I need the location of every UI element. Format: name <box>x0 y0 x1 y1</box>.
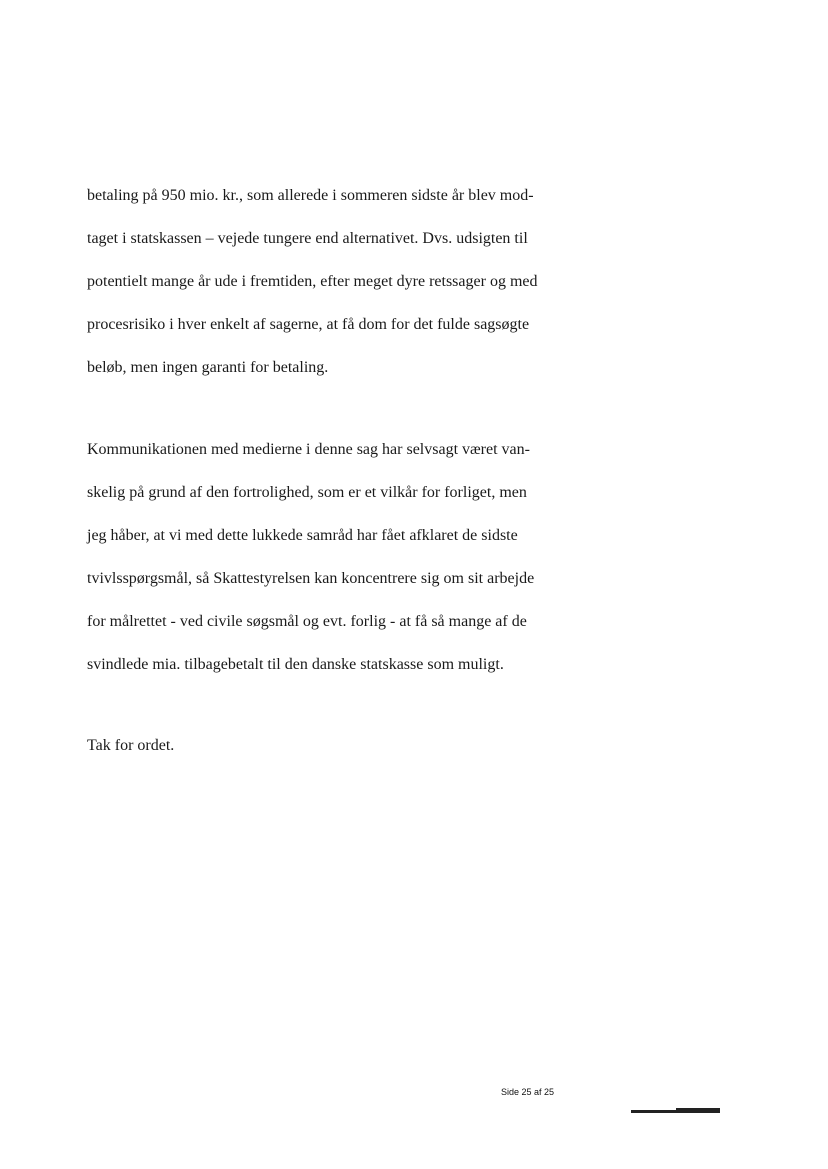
paragraph-settlement-payment <box>87 184 607 399</box>
paragraph-media-communication <box>87 438 607 696</box>
text-line: for målrettet - ved civile søgsmål og evt. forlig - at få så mange af de <box>87 613 527 630</box>
text-line: beløb, men ingen garanti for betaling. <box>87 359 329 376</box>
footer-rule-accent <box>676 1108 720 1113</box>
text-line: skelig på grund af den fortrolighed, som er et vilkår for forliget, men <box>87 484 527 501</box>
text-line: taget i statskassen – vejede tungere end alternativet. Dvs. udsigten til <box>87 230 528 247</box>
text-line: procesrisiko i hver enkelt af sagerne, at få dom for det fulde sagsøgte <box>87 316 530 333</box>
text-line: potentielt mange år ude i fremtiden, efter meget dyre retssager og med <box>87 273 538 290</box>
text-line: Kommunikationen med medierne i denne sag har selvsagt været van- <box>87 441 530 458</box>
paragraph-closing <box>87 734 607 777</box>
text-line: svindlede mia. tilbagebetalt til den danske statskasse som muligt. <box>87 656 504 673</box>
text-line: Tak for ordet. <box>87 737 175 754</box>
text-line: jeg håber, at vi med dette lukkede samråd har fået afklaret de sidste <box>87 527 518 544</box>
text-line: tvivlsspørgsmål, så Skattestyrelsen kan koncentrere sig om sit arbejde <box>87 570 535 587</box>
page-number: Side 25 af 25 <box>501 1087 555 1097</box>
text-line: betaling på 950 mio. kr., som allerede i sommeren sidste år blev mod- <box>87 187 534 204</box>
